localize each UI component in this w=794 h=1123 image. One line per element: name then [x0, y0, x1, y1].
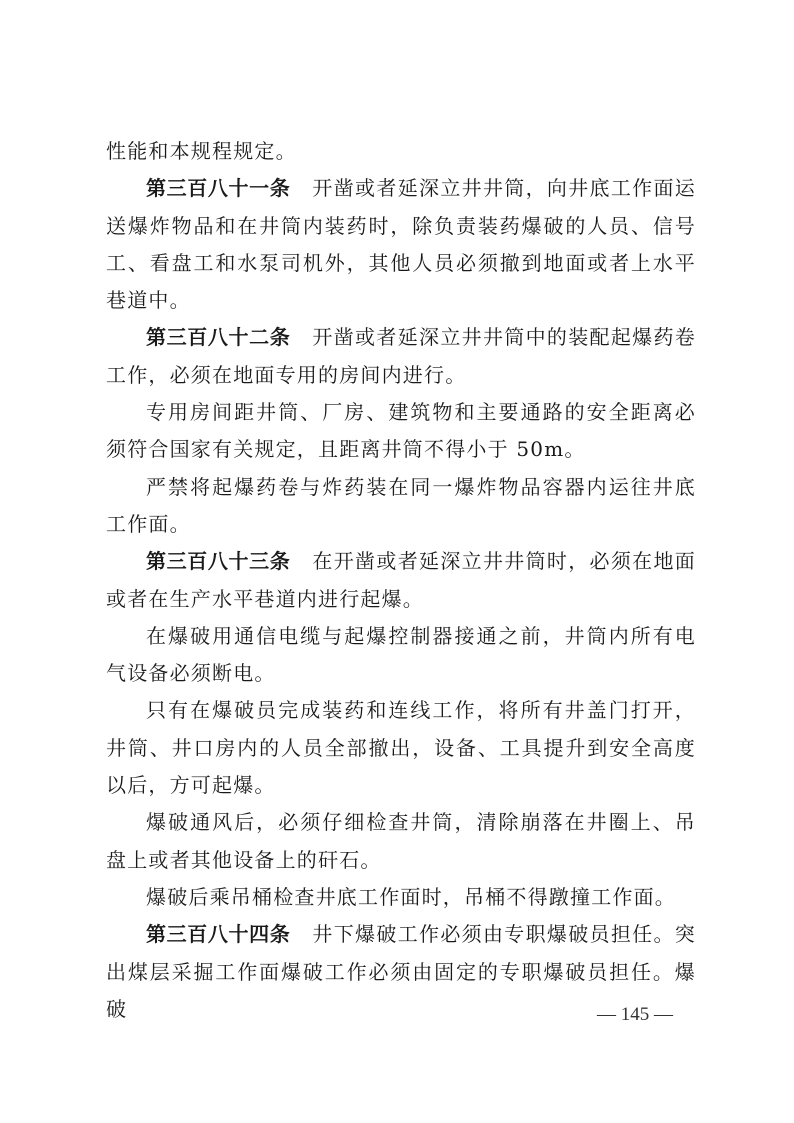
- page-number: — 145 —: [597, 1004, 673, 1025]
- article-text: 开凿或者延深立井井筒中的装配起爆药卷工作，必须在地面专用的房间内进行。: [106, 325, 696, 387]
- article-heading: 第三百八十四条: [146, 922, 291, 947]
- paragraph-8: 只有在爆破员完成装药和连线工作，将所有井盖门打开，井筒、井口房内的人员全部撤出，设备、工具提升到安全高度以后，方可起爆。: [106, 698, 696, 798]
- paragraph-1: 性能和本规程规定。: [106, 139, 297, 163]
- article-heading: 第三百八十二条: [146, 325, 291, 350]
- article-heading: 第三百八十三条: [146, 549, 291, 574]
- article-text: 井下爆破工作必须由专职爆破员担任。突出煤层采掘工作面爆破工作必须由固定的专职爆破员担任。爆破: [106, 922, 696, 1021]
- article-text: 开凿或者延深立井井筒，向井底工作面运送爆炸物品和在井筒内装药时，除负责装药爆破的人员、信号工、看盘工和水泵司机外，其他人员必须撤到地面或者上水平巷道中。: [106, 176, 696, 313]
- article-text: 在开凿或者延深立井井筒时，必须在地面或者在生产水平巷道内进行起爆。: [106, 549, 696, 611]
- article-heading: 第三百八十一条: [146, 176, 291, 201]
- paragraph-9: 爆破通风后，必须仔细检查井筒，清除崩落在井圈上、吊盘上或者其他设备上的矸石。: [106, 810, 696, 872]
- paragraph-4: 专用房间距井筒、厂房、建筑物和主要通路的安全距离必须符合国家有关规定，且距离井筒不得小于 50m。: [106, 400, 696, 462]
- paragraph-article-381: [106, 170, 696, 319]
- paragraph-article-382: [106, 319, 696, 394]
- paragraph-5: 严禁将起爆药卷与炸药装在同一爆炸物品容器内运往井底工作面。: [106, 474, 696, 536]
- paragraph-7: 在爆破用通信电缆与起爆控制器接通之前，井筒内所有电气设备必须断电。: [106, 623, 696, 686]
- paragraph-article-383: [106, 543, 696, 618]
- paragraph-10: 爆破后乘吊桶检查井底工作面时，吊桶不得蹾撞工作面。: [146, 884, 676, 909]
- document-body: [106, 133, 696, 1028]
